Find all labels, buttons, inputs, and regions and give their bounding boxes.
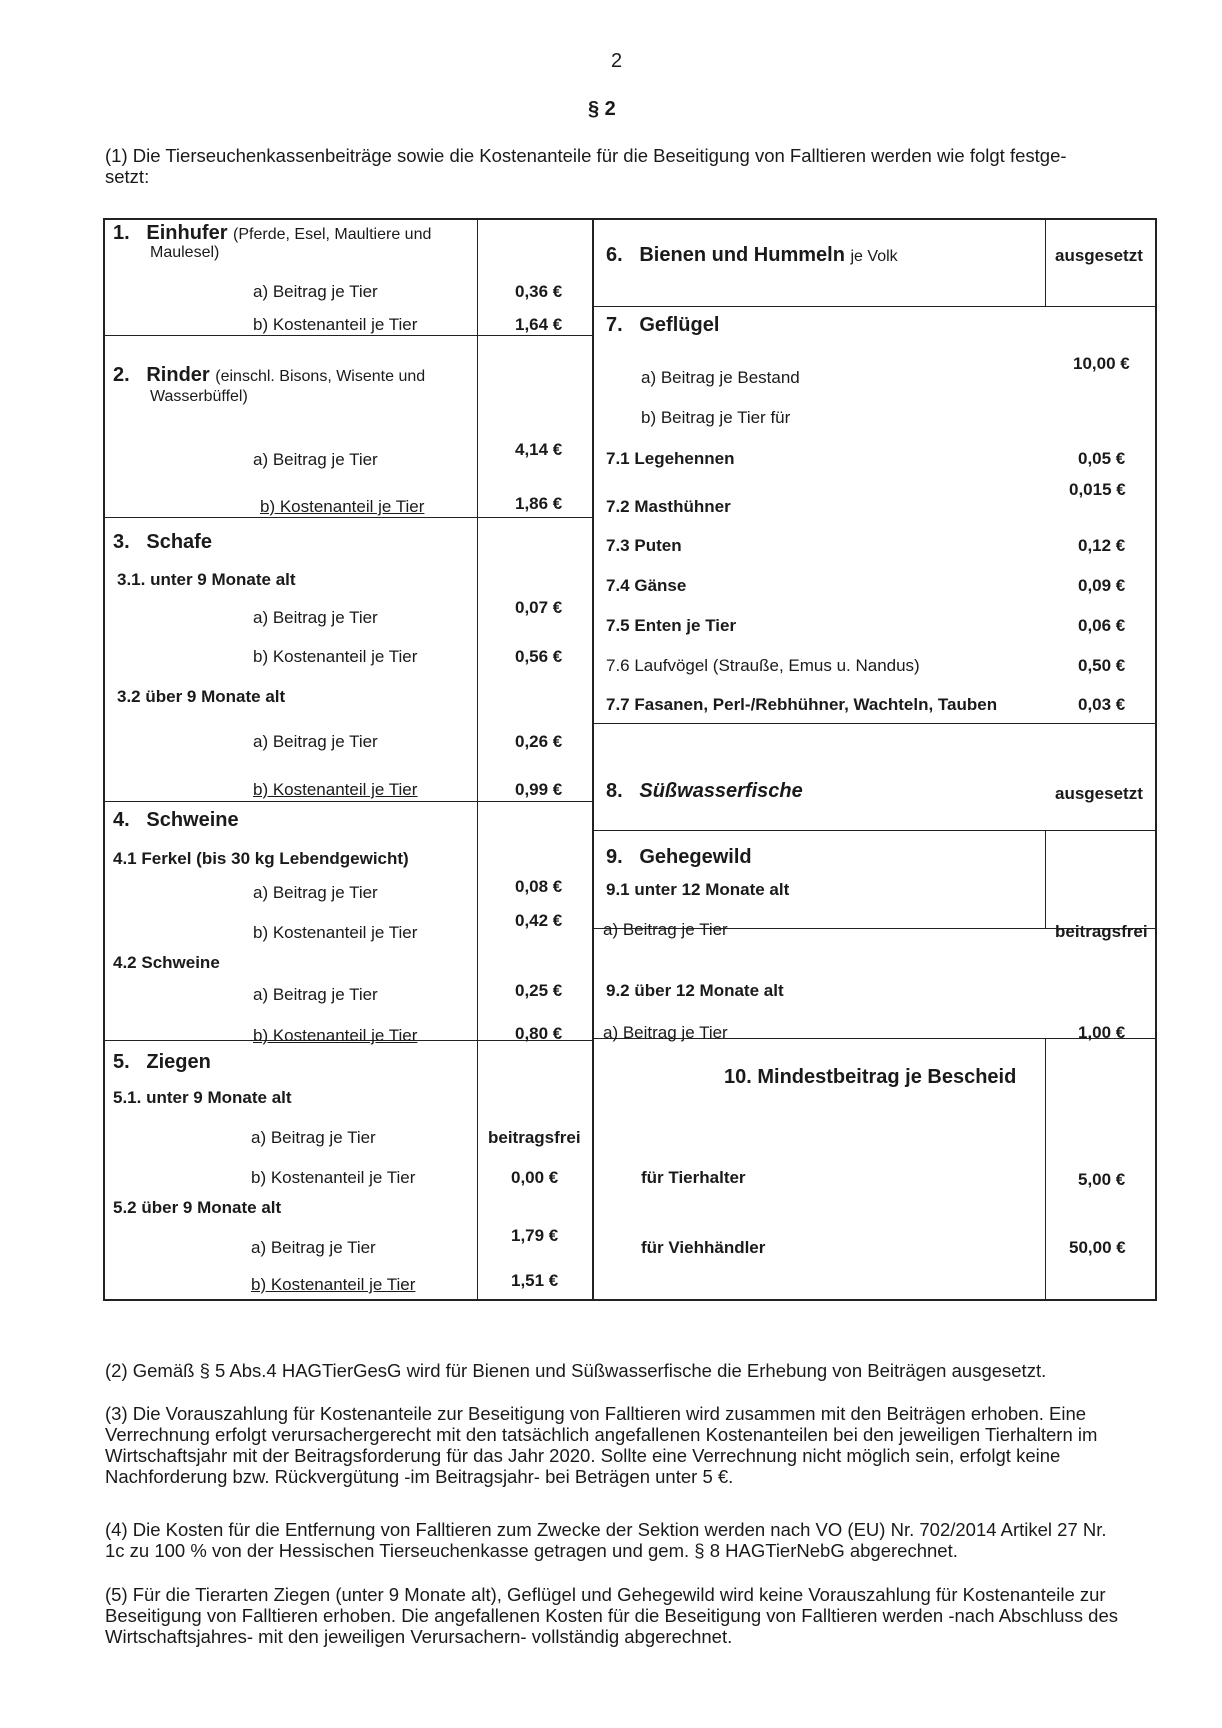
- einhufer-a-label: a) Beitrag je Tier: [253, 282, 378, 301]
- schafe-g1-b-value: 0,56 €: [515, 647, 563, 666]
- schafe-heading: 3. Schafe: [113, 531, 212, 553]
- ziegen-g2-label: 5.2 über 9 Monate alt: [113, 1198, 282, 1217]
- schweine-g2-label: 4.2 Schweine: [113, 953, 220, 972]
- ziegen-g1-a-value: beitragsfrei: [488, 1128, 581, 1147]
- rinder-a-value: 4,14 €: [515, 440, 563, 459]
- gehegewild-g1-label: 9.1 unter 12 Monate alt: [606, 880, 790, 899]
- gehegewild-heading: 9. Gehegewild: [606, 846, 752, 868]
- right-sep-3: [593, 830, 1157, 831]
- gefluegel-item-7-label: 7.7 Fasanen, Perl-/Rebhühner, Wachteln, Tauben: [606, 695, 998, 714]
- einhufer-b-value: 1,64 €: [515, 315, 563, 334]
- gefluegel-item-6-value: 0,50 €: [1078, 656, 1126, 675]
- mindest-r1-label: für Tierhalter: [641, 1168, 746, 1187]
- schweine-g2-b-value: 0,80 €: [515, 1024, 563, 1043]
- schafe-g1-a-label: a) Beitrag je Tier: [253, 608, 378, 627]
- rinder-a-label: a) Beitrag je Tier: [253, 450, 378, 469]
- gefluegel-item-5-value: 0,06 €: [1078, 616, 1126, 635]
- table-border-right: [1155, 218, 1157, 1301]
- left-sep-1: [103, 335, 593, 336]
- schweine-g1-a-label: a) Beitrag je Tier: [253, 883, 378, 902]
- ziegen-g2-a-value: 1,79 €: [511, 1226, 559, 1245]
- gefluegel-item-1-label: 7.1 Legehennen: [606, 449, 735, 468]
- fee-table: [103, 218, 1157, 1301]
- einhufer-heading: 1. Einhufer (Pferde, Esel, Maultiere und: [113, 222, 432, 244]
- einhufer-sub: Maulesel): [150, 244, 220, 261]
- gefluegel-a-label: a) Beitrag je Bestand: [641, 368, 800, 387]
- ziegen-g2-b-label: b) Kostenanteil je Tier: [251, 1275, 416, 1294]
- table-border-top: [103, 218, 1157, 220]
- schweine-g1-a-value: 0,08 €: [515, 877, 563, 896]
- fische-heading: 8. Süßwasserfische: [606, 780, 803, 802]
- schweine-g1-b-label: b) Kostenanteil je Tier: [253, 923, 418, 942]
- schafe-g1-label: 3.1. unter 9 Monate alt: [117, 570, 296, 589]
- ziegen-heading: 5. Ziegen: [113, 1051, 211, 1073]
- paragraph-4: (4) Die Kosten für die Entfernung von Falltieren zum Zwecke der Sektion werden nach VO (EU) Nr. 702/2014 Artikel 27 Nr. 1c zu 100 % von der Hessischen Tierseuchenkasse getragen und gem. § 8 HAGTierNebG abgerechnet.: [105, 1519, 1107, 1561]
- paragraph-3: (3) Die Vorauszahlung für Kostenanteile zur Beseitigung von Falltieren wird zusammen mit den Beiträgen erhoben. Eine Verrechnung erfolgt verursachergerecht mit den tatsächlich angefallenen Kostenanteilen bei den jeweiligen Tierhaltern im Wirtschaftsjahr mit der Beitragsforderung für das Jahr 2020. Sollte eine Verrechnung nicht möglich sein, erfolgt keine Nachforderung bzw. Rückvergütung -im Beitragsjahr- bei Beträgen unter 5 €.: [105, 1403, 1098, 1487]
- divider-right-value-3: [1045, 1038, 1046, 1301]
- schafe-g2-label: 3.2 über 9 Monate alt: [117, 687, 286, 706]
- gehegewild-g1-a-label: a) Beitrag je Tier: [603, 920, 728, 939]
- left-sep-2: [103, 517, 593, 518]
- rinder-heading: 2. Rinder (einschl. Bisons, Wisente und: [113, 364, 426, 386]
- gefluegel-item-3-label: 7.3 Puten: [606, 536, 682, 555]
- bienen-value: ausgesetzt: [1055, 246, 1143, 265]
- gefluegel-item-7-value: 0,03 €: [1078, 695, 1126, 714]
- ziegen-g2-b-value: 1,51 €: [511, 1271, 559, 1290]
- mindest-r2-label: für Viehhändler: [641, 1238, 766, 1257]
- gehegewild-g2-a-value: 1,00 €: [1078, 1023, 1126, 1042]
- schafe-g1-a-value: 0,07 €: [515, 598, 563, 617]
- ziegen-g1-b-label: b) Kostenanteil je Tier: [251, 1168, 416, 1187]
- mindest-heading: 10. Mindestbeitrag je Bescheid: [724, 1066, 1017, 1088]
- schafe-g2-b-label: b) Kostenanteil je Tier: [253, 780, 418, 799]
- right-sep-2: [593, 723, 1157, 724]
- left-sep-3: [103, 801, 593, 802]
- mindest-r1-value: 5,00 €: [1078, 1170, 1126, 1189]
- rinder-sub: Wasserbüffel): [150, 388, 248, 405]
- divider-left-value: [477, 218, 478, 1301]
- schweine-g1-b-value: 0,42 €: [515, 911, 563, 930]
- schafe-g2-b-value: 0,99 €: [515, 780, 563, 799]
- gefluegel-heading: 7. Geflügel: [606, 314, 720, 336]
- gefluegel-item-3-value: 0,12 €: [1078, 536, 1126, 555]
- gefluegel-item-4-value: 0,09 €: [1078, 576, 1126, 595]
- gehegewild-g2-a-label: a) Beitrag je Tier: [603, 1023, 728, 1042]
- page-number: 2: [611, 50, 623, 72]
- ziegen-g1-b-value: 0,00 €: [511, 1168, 559, 1187]
- schweine-g2-a-value: 0,25 €: [515, 981, 563, 1000]
- gefluegel-item-2-label: 7.2 Masthühner: [606, 497, 731, 516]
- rinder-b-label: b) Kostenanteil je Tier: [260, 497, 425, 516]
- right-sep-1: [593, 306, 1157, 307]
- gefluegel-item-4-label: 7.4 Gänse: [606, 576, 687, 595]
- rinder-b-value: 1,86 €: [515, 494, 563, 513]
- schafe-g2-a-value: 0,26 €: [515, 732, 563, 751]
- schafe-g2-a-label: a) Beitrag je Tier: [253, 732, 378, 751]
- einhufer-b-label: b) Kostenanteil je Tier: [253, 315, 418, 334]
- divider-right-value-2: [1045, 830, 1046, 928]
- paragraph-2: (2) Gemäß § 5 Abs.4 HAGTierGesG wird für Bienen und Süßwasserfische die Erhebung von Beiträgen ausgesetzt.: [105, 1360, 1047, 1381]
- table-border-left: [103, 218, 105, 1301]
- gehegewild-g1-a-value: beitragsfrei: [1055, 922, 1148, 941]
- divider-center: [592, 218, 594, 1301]
- table-border-bottom: [103, 1299, 1157, 1301]
- ziegen-g1-a-label: a) Beitrag je Tier: [251, 1128, 376, 1147]
- fische-value: ausgesetzt: [1055, 784, 1143, 803]
- bienen-heading: 6. Bienen und Hummeln je Volk: [606, 244, 898, 266]
- section-heading: § 2: [588, 98, 616, 120]
- schweine-g1-label: 4.1 Ferkel (bis 30 kg Lebendgewicht): [113, 849, 409, 868]
- gehegewild-g2-label: 9.2 über 12 Monate alt: [606, 981, 784, 1000]
- schweine-heading: 4. Schweine: [113, 809, 239, 831]
- intro-paragraph: (1) Die Tierseuchenkassenbeiträge sowie die Kostenanteile für die Beseitigung von Falltieren werden wie folgt festge- setzt:: [105, 145, 1067, 187]
- gefluegel-item-5-label: 7.5 Enten je Tier: [606, 616, 737, 635]
- schweine-g2-b-label: b) Kostenanteil je Tier: [253, 1026, 418, 1045]
- divider-right-value: [1045, 218, 1046, 306]
- ziegen-g2-a-label: a) Beitrag je Tier: [251, 1238, 376, 1257]
- gefluegel-a-value: 10,00 €: [1073, 354, 1130, 373]
- schweine-g2-a-label: a) Beitrag je Tier: [253, 985, 378, 1004]
- einhufer-a-value: 0,36 €: [515, 282, 563, 301]
- gefluegel-item-2-value: 0,015 €: [1069, 480, 1126, 499]
- schafe-g1-b-label: b) Kostenanteil je Tier: [253, 647, 418, 666]
- mindest-r2-value: 50,00 €: [1069, 1238, 1126, 1257]
- ziegen-g1-label: 5.1. unter 9 Monate alt: [113, 1088, 292, 1107]
- gefluegel-item-1-value: 0,05 €: [1078, 449, 1126, 468]
- gefluegel-item-6-label: 7.6 Laufvögel (Strauße, Emus u. Nandus): [606, 656, 920, 675]
- paragraph-5: (5) Für die Tierarten Ziegen (unter 9 Monate alt), Geflügel und Gehegewild wird keine Vorauszahlung für Kostenanteile zur Beseitigung von Falltieren erhoben. Die angefallenen Kosten für die Beseitigung von Falltieren werden -nach Abschluss des Wirtschaftsjahres- mit den jeweiligen Verursachern- vollständig abgerechnet.: [105, 1584, 1118, 1647]
- gefluegel-b-label: b) Beitrag je Tier für: [641, 408, 791, 427]
